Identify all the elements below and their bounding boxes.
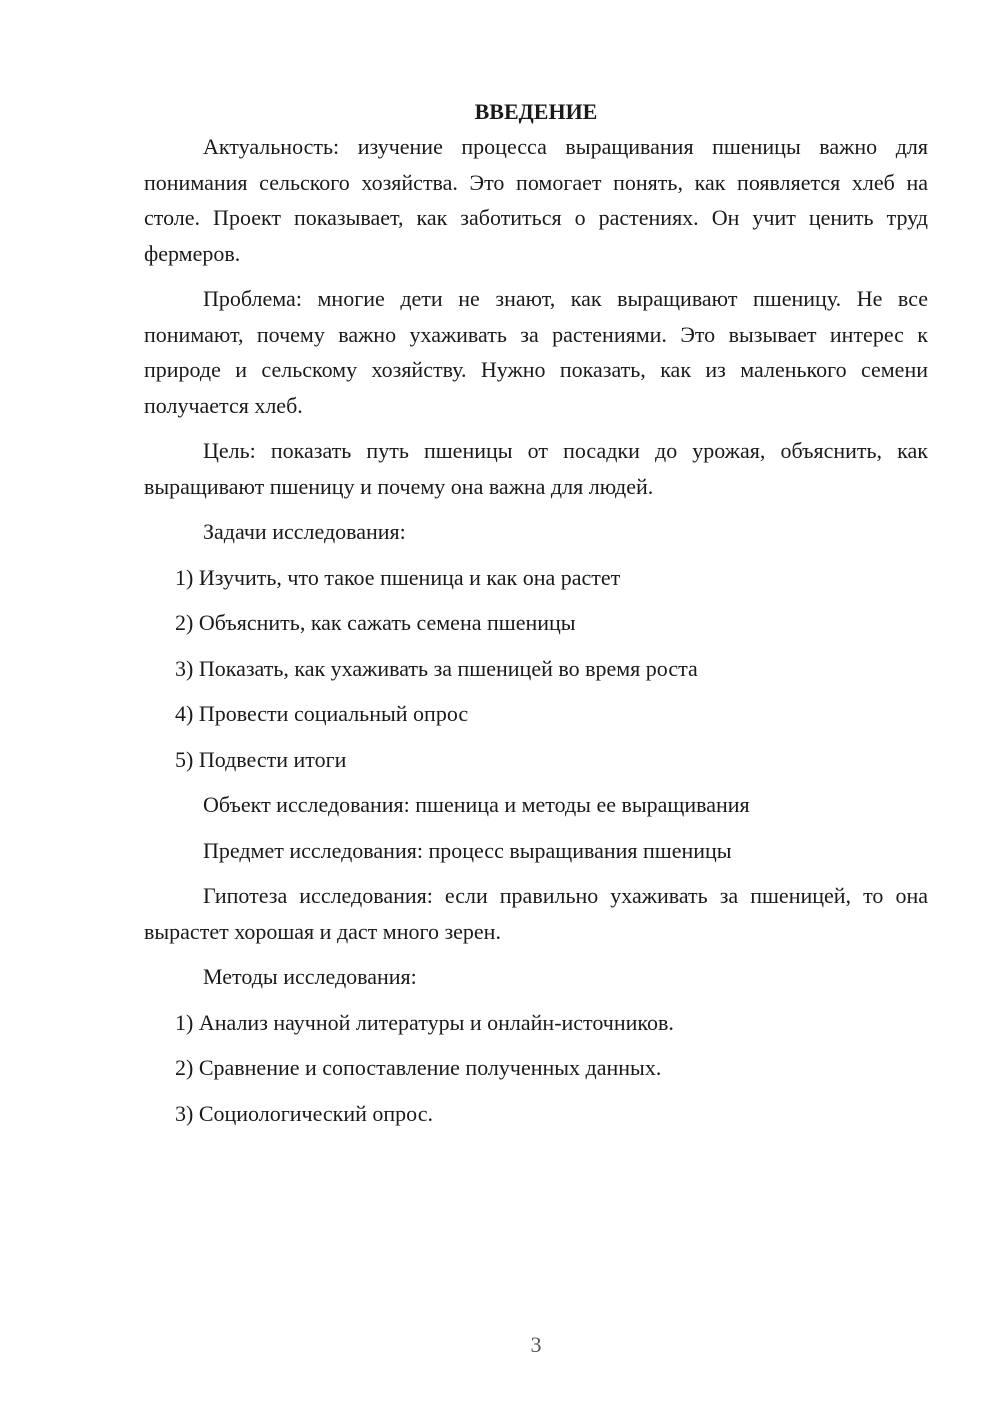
research-subject: Предмет исследования: процесс выращивания пшеницы (203, 837, 732, 863)
method-item: 3) Социологический опрос. (175, 1100, 433, 1126)
paragraph-problem: Проблема: многие дети не знают, как выращивают пшеницу. Не все понимают, почему важно ухаживать за растениями. Это вызывает интерес к природе и сельскому хозяйству. Нужно показать, как из маленького семени получается хлеб. (144, 286, 928, 418)
research-object: Объект исследования: пшеница и методы ее выращивания (203, 792, 750, 817)
task-item: 5) Подвести итоги (175, 746, 347, 772)
methods-label: Методы исследования: (203, 964, 417, 989)
section-heading: ВВЕДЕНИЕ (474, 99, 598, 124)
task-item: 2) Объяснить, как сажать семена пшеницы (175, 610, 576, 635)
paragraph-goal: Цель: показать путь пшеницы от посадки до урожая, объяснить, как выращивают пшеницу и почему она важна для людей. (144, 438, 928, 499)
page-content (144, 94, 928, 1141)
task-item: 4) Провести социальный опрос (175, 701, 469, 726)
method-item: 1) Анализ научной литературы и онлайн-источников. (175, 1009, 674, 1035)
tasks-label: Задачи исследования: (203, 519, 406, 544)
task-item: 1) Изучить, что такое пшеница и как она растет (175, 564, 621, 590)
paragraph-relevance: Актуальность: изучение процесса выращивания пшеницы важно для понимания сельского хозяйства. Это помогает понять, как появляется хлеб на столе. Проект показывает, как заботиться о растениях. Он учит ценить труд фермеров. (144, 134, 928, 266)
page-number: 3 (530, 1332, 542, 1357)
task-item: 3) Показать, как ухаживать за пшеницей во время роста (175, 655, 698, 681)
research-hypothesis: Гипотеза исследования: если правильно ухаживать за пшеницей, то она вырастет хорошая и даст много зерен. (144, 883, 928, 944)
tasks-list (144, 560, 928, 778)
methods-list (144, 1005, 928, 1132)
method-item: 2) Сравнение и сопоставление полученных данных. (175, 1055, 662, 1080)
